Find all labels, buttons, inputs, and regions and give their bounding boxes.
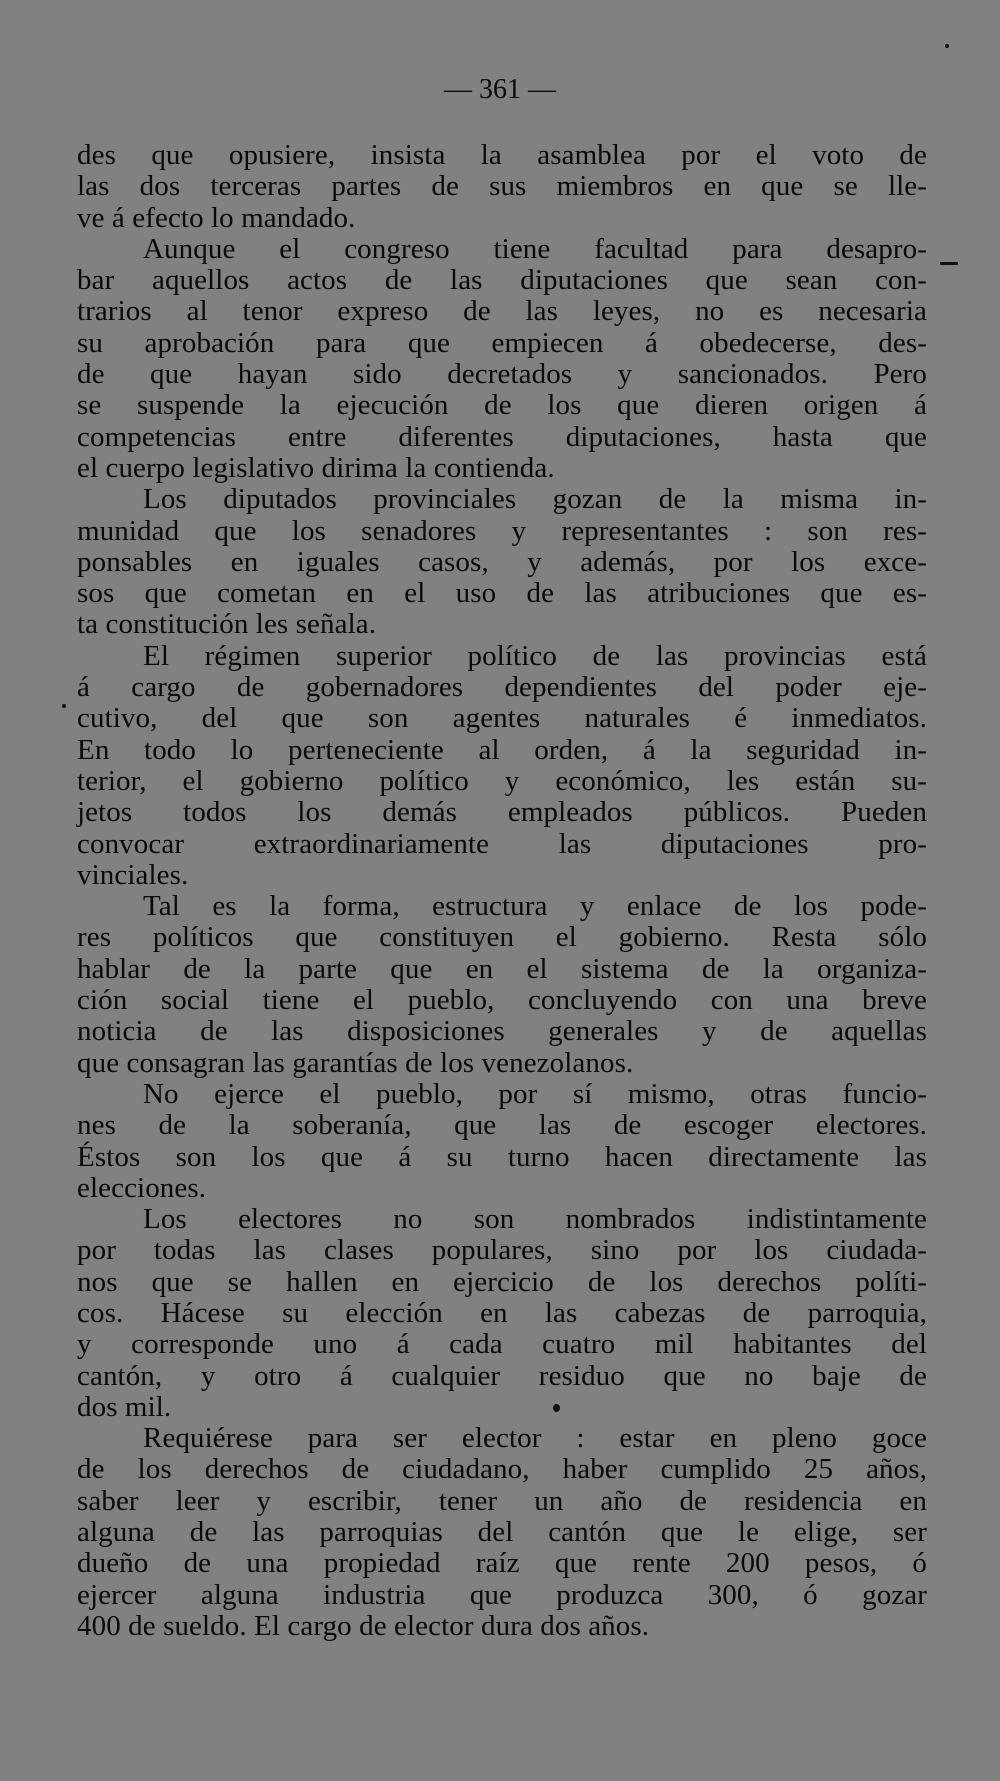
text-line: noticia de las disposiciones generales y de aquellas (77, 1015, 927, 1048)
text-line: que consagran las garantías de los venezolanos. (77, 1046, 634, 1079)
text-line: Tal es la forma, estructura y enlace de los pode- (143, 890, 927, 923)
text-line: á cargo de gobernadores dependientes del poder eje- (77, 671, 927, 704)
text-line: convocar extraordinariamente las diputaciones pro- (77, 827, 927, 860)
text-line: saber leer y escribir, tener un año de residencia en (77, 1484, 927, 1517)
text-line: cos. Hácese su elección en las cabezas de parroquia, (77, 1296, 927, 1329)
text-line: Aunque el congreso tiene facultad para desapro- (143, 232, 927, 265)
text-line: terior, el gobierno político y económico, les están su- (77, 764, 927, 797)
text-line: sos que cometan en el uso de las atribuciones que es- (77, 577, 927, 610)
text-line: No ejerce el pueblo, por sí mismo, otras funcio- (143, 1077, 927, 1110)
text-line: dueño de una propiedad raíz que rente 200 pesos, ó (77, 1547, 927, 1580)
text-line: las dos terceras partes de sus miembros en que se lle- (77, 170, 927, 203)
text-line: munidad que los senadores y representantes : son res- (77, 514, 927, 547)
text-line: su aprobación para que empiecen á obedecerse, des- (77, 326, 927, 359)
text-line: res políticos que constituyen el gobierno. Resta sólo (77, 921, 927, 954)
page-number: — 361 — (444, 74, 556, 105)
text-line: ponsables en iguales casos, y además, por los exce- (77, 545, 927, 578)
text-line: Éstos son los que á su turno hacen directamente las (77, 1140, 927, 1173)
text-line: ve á efecto lo mandado. (77, 201, 356, 234)
scan-speck (62, 704, 66, 708)
text-line: dos mil. (77, 1390, 172, 1423)
scan-speck (940, 262, 958, 265)
scan-speck (553, 1404, 560, 1412)
text-line: En todo lo perteneciente al orden, á la seguridad in- (77, 733, 927, 766)
text-line: nos que se hallen en ejercicio de los derechos políti- (77, 1265, 927, 1298)
text-line: 400 de sueldo. El cargo de elector dura dos años. (77, 1609, 650, 1642)
text-line: cantón, y otro á cualquier residuo que no baje de (77, 1359, 927, 1392)
text-line: y corresponde uno á cada cuatro mil habitantes del (77, 1328, 927, 1361)
text-line: ción social tiene el pueblo, concluyendo con una breve (77, 984, 927, 1017)
text-line: ejercer alguna industria que produzca 300, ó gozar (77, 1578, 927, 1611)
text-line: jetos todos los demás empleados públicos. Pueden (77, 796, 927, 829)
text-line: de que hayan sido decretados y sancionados. Pero (77, 358, 927, 391)
text-line: bar aquellos actos de las diputaciones que sean con- (77, 264, 927, 297)
body-text (77, 140, 927, 1642)
text-line: por todas las clases populares, sino por los ciudada- (77, 1234, 927, 1267)
text-line: vinciales. (77, 858, 189, 891)
text-line: elecciones. (77, 1171, 207, 1204)
text-line: Los diputados provinciales gozan de la misma in- (143, 483, 927, 516)
text-line: El régimen superior político de las provincias está (143, 639, 927, 672)
text-line: Requiérese para ser elector : estar en pleno goce (143, 1422, 927, 1455)
text-line: competencias entre diferentes diputaciones, hasta que (77, 420, 927, 453)
text-line: Los electores no son nombrados indistintamente (143, 1203, 927, 1236)
text-line: trarios al tenor expreso de las leyes, no es necesaria (77, 295, 927, 328)
text-line: ta constitución les señala. (77, 608, 377, 641)
text-line: des que opusiere, insista la asamblea por el voto de (77, 139, 927, 171)
text-line: nes de la soberanía, que las de escoger electores. (77, 1109, 927, 1142)
scan-speck (945, 44, 949, 48)
text-line: alguna de las parroquias del cantón que le elige, ser (77, 1516, 927, 1549)
text-line: de los derechos de ciudadano, haber cumplido 25 años, (77, 1453, 927, 1486)
text-line: se suspende la ejecución de los que dieren origen á (77, 389, 927, 422)
text-line: hablar de la parte que en el sistema de la organiza- (77, 952, 927, 985)
text-line: el cuerpo legislativo dirima la contienda. (77, 451, 555, 484)
text-line: cutivo, del que son agentes naturales é inmediatos. (77, 702, 927, 735)
